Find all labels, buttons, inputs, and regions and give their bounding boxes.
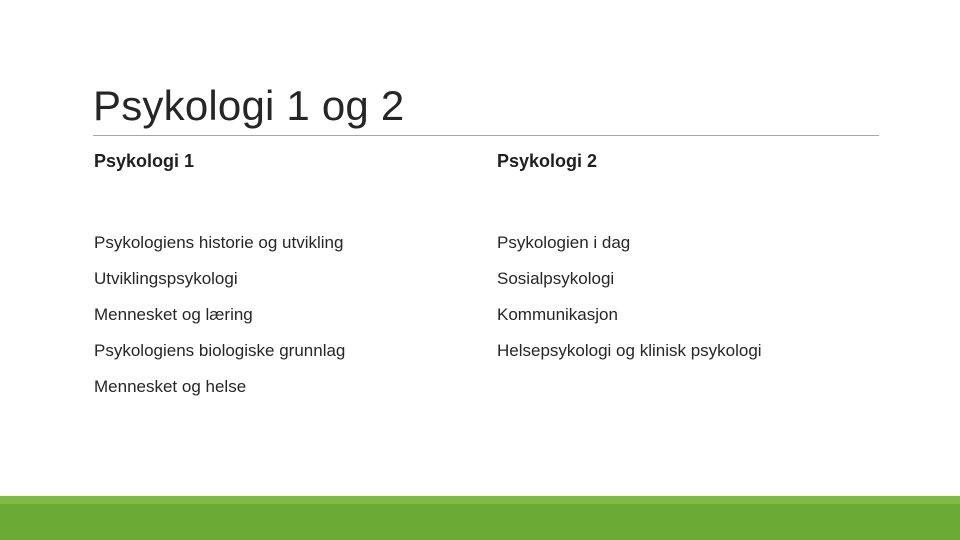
slide-title: Psykologi 1 og 2 [93,82,405,129]
left-column-heading: Psykologi 1 [94,151,195,171]
right-column-heading: Psykologi 2 [497,151,598,171]
list-item: Kommunikasjon [497,305,618,324]
title-divider [93,135,879,136]
left-column [94,148,484,408]
list-item: Psykologien i dag [497,233,631,252]
list-item: Psykologiens historie og utvikling [94,233,344,252]
list-item: Sosialpsykologi [497,269,615,288]
list-item: Psykologiens biologiske grunnlag [94,341,346,360]
left-column-list [94,228,484,408]
list-item: Mennesket og læring [94,305,253,324]
list-item: Mennesket og helse [94,377,247,396]
footer-band-highlight [0,496,960,504]
right-column-list [497,228,887,372]
list-item: Utviklingspsykologi [94,269,238,288]
right-column [497,148,887,372]
list-item: Helsepsykologi og klinisk psykologi [497,341,762,360]
